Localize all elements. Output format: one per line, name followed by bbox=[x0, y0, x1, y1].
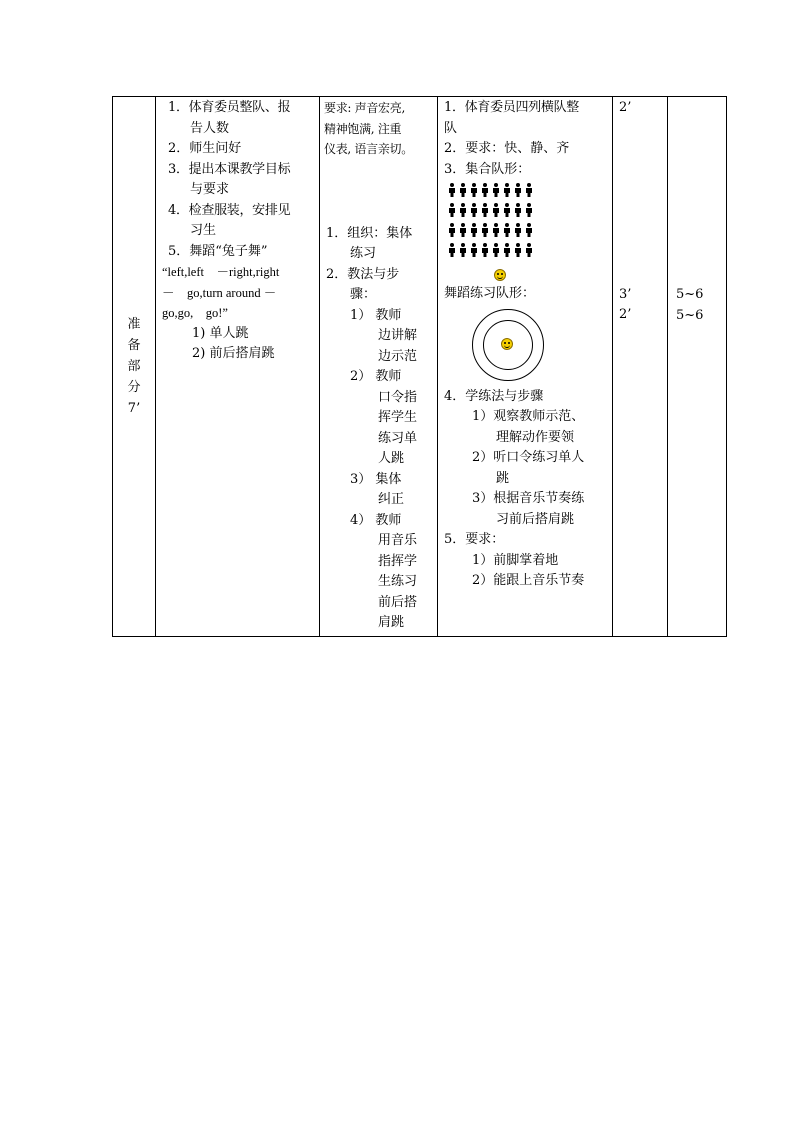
student-figure-icon bbox=[514, 183, 522, 197]
learn-title: 4．学练法与步骤 bbox=[444, 388, 544, 404]
content-cell bbox=[156, 97, 320, 637]
content-item: 4．检查服装，安排见 bbox=[168, 202, 291, 218]
method-line: 边讲解 bbox=[378, 328, 418, 343]
student-figure-icon bbox=[525, 203, 533, 217]
content-item: 5．舞蹈“兔子舞” bbox=[168, 243, 268, 259]
student-figure-icon bbox=[525, 183, 533, 197]
student-cell bbox=[438, 97, 613, 637]
student-figure-icon bbox=[514, 203, 522, 217]
method-line: 纠正 bbox=[378, 492, 405, 507]
formation-row bbox=[444, 240, 608, 260]
student-figure-icon bbox=[459, 243, 467, 257]
reps-value: 5~6 bbox=[676, 307, 704, 323]
student-figure-icon bbox=[481, 243, 489, 257]
student-figure-icon bbox=[514, 223, 522, 237]
student-item: 1．体育委员四列横队整 bbox=[444, 100, 579, 115]
table-row bbox=[113, 97, 727, 637]
method-line: 练习单 bbox=[378, 430, 418, 446]
circle-formation bbox=[472, 309, 544, 381]
student-figure-icon bbox=[503, 223, 511, 237]
lyrics-line: go,go, go!” bbox=[162, 306, 228, 320]
student-figure-icon bbox=[459, 203, 467, 217]
time-value: 2’ bbox=[619, 100, 632, 115]
learn-step: 理解动作要领 bbox=[496, 429, 575, 445]
content-item: 与要求 bbox=[190, 182, 230, 197]
dance-step: 2) 前后搭肩跳 bbox=[192, 346, 275, 361]
section-char: 部 bbox=[127, 359, 141, 374]
method-line: 1） 教师 bbox=[350, 307, 402, 323]
time-value: 2’ bbox=[619, 307, 632, 322]
method-line: 指挥学 bbox=[378, 553, 418, 569]
lyrics-line: － go,turn around － bbox=[162, 285, 277, 300]
method-title: 2．教法与步 bbox=[326, 266, 400, 282]
student-figure-icon bbox=[525, 223, 533, 237]
method-line: 2） 教师 bbox=[350, 369, 402, 384]
student-figure-icon bbox=[448, 183, 456, 197]
learn-step: 2）听口令练习单人 bbox=[472, 450, 585, 465]
content-item: 告人数 bbox=[190, 120, 230, 136]
dance-step: 1) 单人跳 bbox=[192, 325, 249, 341]
student-figure-icon bbox=[503, 203, 511, 217]
student-figure-icon bbox=[481, 223, 489, 237]
lesson-table bbox=[112, 96, 727, 637]
student-figure-icon bbox=[492, 223, 500, 237]
student-figure-icon bbox=[470, 243, 478, 257]
dance-formation-label: 舞蹈练习队形： bbox=[444, 286, 536, 301]
formation-row bbox=[444, 180, 608, 200]
method-line: 人跳 bbox=[378, 451, 405, 466]
student-figure-icon bbox=[492, 203, 500, 217]
student-figure-icon bbox=[470, 223, 478, 237]
content-item: 1．体育委员整队、报 bbox=[168, 100, 291, 115]
content-item: 习生 bbox=[190, 223, 217, 238]
content-item: 3．提出本课教学目标 bbox=[168, 161, 291, 177]
student-figure-icon bbox=[481, 183, 489, 197]
method-line: 用音乐 bbox=[378, 533, 418, 548]
teacher-smiley-icon bbox=[501, 338, 513, 350]
time-value: 3’ bbox=[619, 286, 632, 302]
method-title: 骤： bbox=[350, 287, 377, 302]
student-figure-icon bbox=[503, 183, 511, 197]
teacher-org: 练习 bbox=[350, 246, 377, 261]
student-item: 队 bbox=[444, 120, 458, 136]
teacher-req: 仪表, 语言亲切。 bbox=[324, 142, 413, 156]
section-char: 分 bbox=[127, 380, 141, 395]
method-line: 挥学生 bbox=[378, 410, 418, 425]
learn-step: 3）根据音乐节奏练 bbox=[472, 491, 585, 506]
method-line: 边示范 bbox=[378, 348, 418, 364]
student-figure-icon bbox=[492, 183, 500, 197]
teacher-org: 1．组织：集体 bbox=[326, 225, 413, 241]
section-time: 7’ bbox=[127, 401, 141, 416]
student-item: 2．要求：快、静、齐 bbox=[444, 141, 570, 156]
req-item: 2）能跟上音乐节奏 bbox=[472, 573, 585, 588]
reps-cell bbox=[668, 97, 727, 637]
method-line: 生练习 bbox=[378, 574, 418, 589]
student-figure-icon bbox=[448, 203, 456, 217]
student-item: 3．集合队形： bbox=[444, 161, 531, 177]
learn-step: 1）观察教师示范、 bbox=[472, 409, 585, 424]
student-figure-icon bbox=[492, 243, 500, 257]
section-char: 备 bbox=[127, 338, 141, 353]
req-item: 1）前脚掌着地 bbox=[472, 552, 559, 568]
method-line: 前后搭 bbox=[378, 594, 418, 610]
assembly-formation bbox=[444, 180, 608, 260]
formation-row bbox=[444, 200, 608, 220]
req-title: 5．要求： bbox=[444, 532, 505, 547]
method-line: 肩跳 bbox=[378, 615, 405, 630]
teacher-req: 要求: 声音宏亮, bbox=[324, 101, 405, 115]
formation-row bbox=[444, 220, 608, 240]
learn-step: 跳 bbox=[496, 470, 510, 486]
content-item: 2．师生问好 bbox=[168, 141, 242, 156]
student-figure-icon bbox=[470, 183, 478, 197]
student-figure-icon bbox=[503, 243, 511, 257]
learn-step: 习前后搭肩跳 bbox=[496, 511, 575, 527]
student-figure-icon bbox=[459, 223, 467, 237]
student-figure-icon bbox=[448, 223, 456, 237]
section-label-cell bbox=[113, 97, 156, 637]
student-figure-icon bbox=[470, 203, 478, 217]
student-figure-icon bbox=[481, 203, 489, 217]
reps-value: 5~6 bbox=[676, 287, 704, 302]
student-figure-icon bbox=[514, 243, 522, 257]
method-line: 口令指 bbox=[378, 389, 418, 405]
teacher-smiley-icon bbox=[494, 269, 506, 281]
teacher-cell bbox=[320, 97, 438, 637]
time-cell bbox=[613, 97, 668, 637]
student-figure-icon bbox=[459, 183, 467, 197]
student-figure-icon bbox=[448, 243, 456, 257]
method-line: 4） 教师 bbox=[350, 512, 402, 528]
lyrics-line: “left,left －right,right bbox=[162, 265, 280, 279]
student-figure-icon bbox=[525, 243, 533, 257]
method-line: 3） 集体 bbox=[350, 471, 402, 487]
section-char: 准 bbox=[127, 317, 141, 332]
teacher-req: 精神饱满, 注重 bbox=[324, 121, 402, 136]
